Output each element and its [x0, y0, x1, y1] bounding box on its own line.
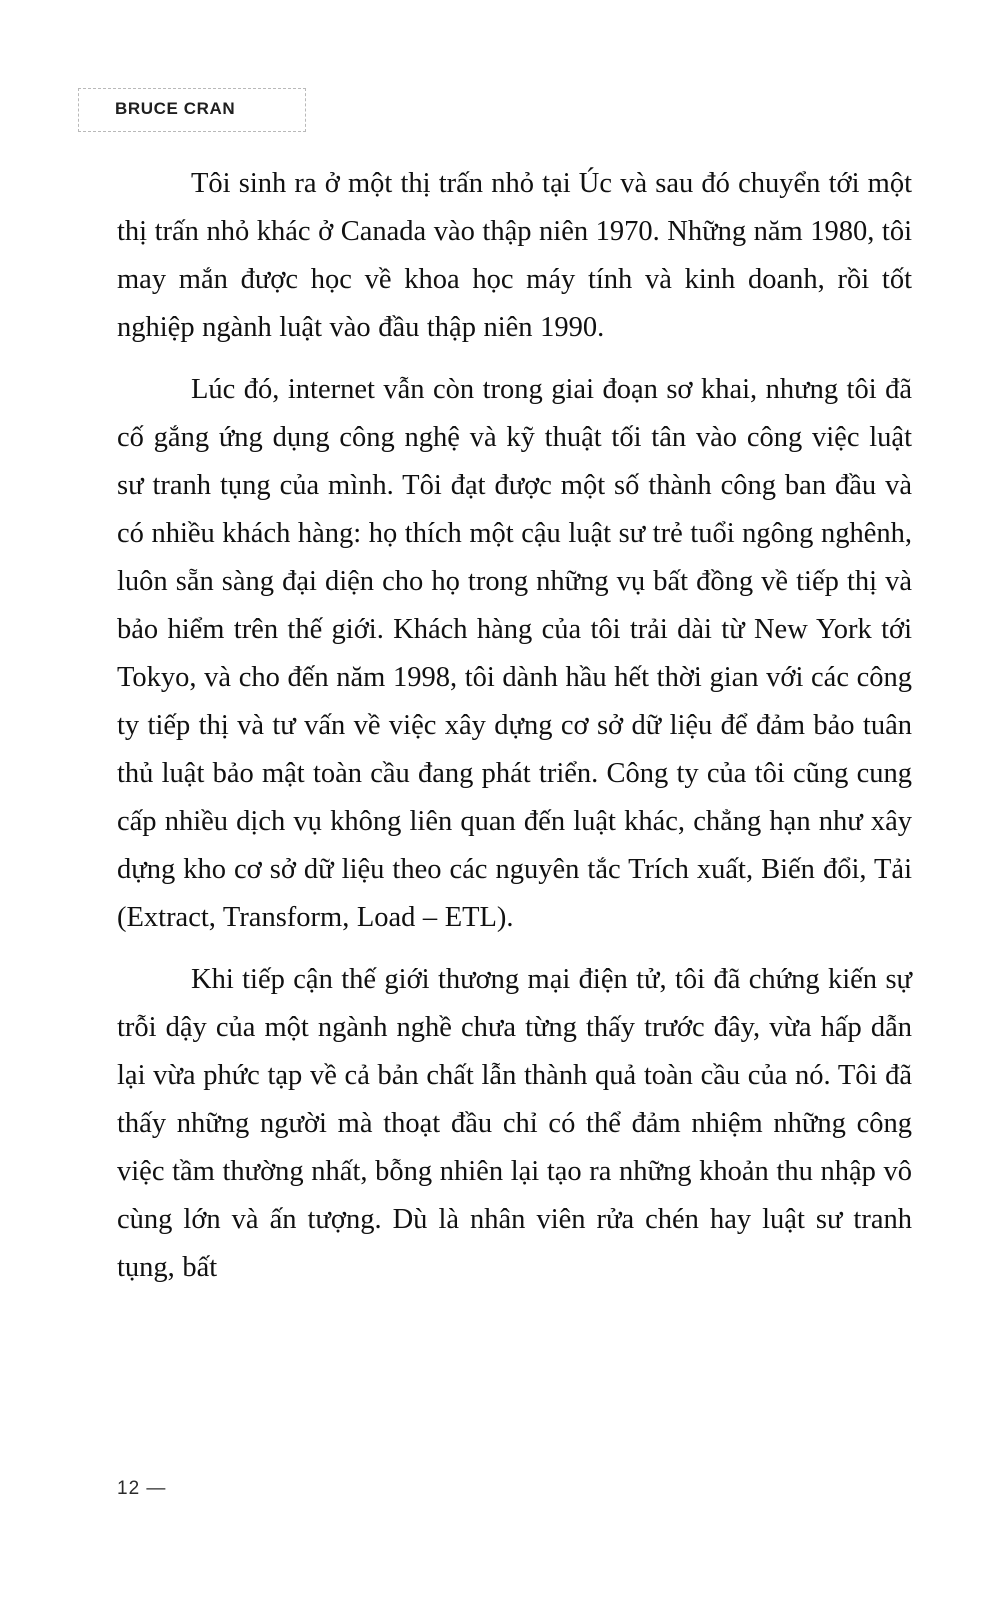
paragraph: Lúc đó, internet vẫn còn trong giai đoạn sơ khai, nhưng tôi đã cố gắng ứng dụng công nghệ và kỹ thuật tối tân vào công việc luật sư tranh tụng của mình. Tôi đạt được một số thành công ban đầu và có nhiều khách hàng: họ thích một cậu luật sư trẻ tuổi ngông nghênh, luôn sẵn sàng đại diện cho họ trong những vụ bất đồng về tiếp thị và bảo hiểm trên thế giới. Khách hàng của tôi trải dài từ New York tới Tokyo, và cho đến năm 1998, tôi dành hầu hết thời gian với các công ty tiếp thị và tư vấn về việc xây dựng cơ sở dữ liệu để đảm bảo tuân thủ luật bảo mật toàn cầu đang phát triển. Công ty của tôi cũng cung cấp nhiều dịch vụ không liên quan đến luật khác, chẳng hạn như xây dựng kho cơ sở dữ liệu theo các nguyên tắc Trích xuất, Biến đổi, Tải (Extract, Transform, Load – ETL). — [117, 374, 912, 933]
paragraph: Khi tiếp cận thế giới thương mại điện tử, tôi đã chứng kiến sự trỗi dậy của một ngành nghề chưa từng thấy trước đây, vừa hấp dẫn lại vừa phức tạp về cả bản chất lẫn thành quả toàn cầu của nó. Tôi đã thấy những người mà thoạt đầu chỉ có thể đảm nhiệm những công việc tầm thường nhất, bỗng nhiên lại tạo ra những khoản thu nhập vô cùng lớn và ấn tượng. Dù là nhân viên rửa chén hay luật sư tranh tụng, bất — [117, 964, 912, 1283]
paragraph: Tôi sinh ra ở một thị trấn nhỏ tại Úc và sau đó chuyển tới một thị trấn nhỏ khác ở Canada vào thập niên 1970. Những năm 1980, tôi may mắn được học về khoa học máy tính và kinh doanh, rồi tốt nghiệp ngành luật vào đầu thập niên 1990. — [117, 168, 912, 343]
page-number: 12 — — [117, 1478, 167, 1499]
running-head-box — [78, 88, 306, 132]
running-head-text: BRUCE CRAN — [115, 99, 236, 118]
page-body — [117, 160, 912, 1292]
